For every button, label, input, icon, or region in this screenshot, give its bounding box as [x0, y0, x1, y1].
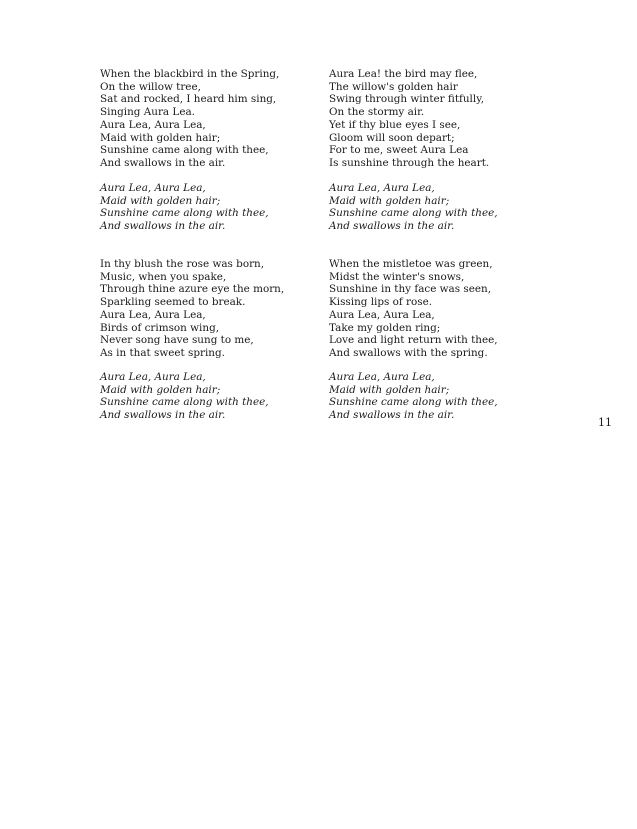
page-number: 11: [598, 416, 612, 429]
verse-line: Yet if thy blue eyes I see,: [329, 118, 461, 131]
verse-4: [329, 258, 498, 360]
verse-line: In thy blush the rose was born,: [100, 258, 265, 270]
chorus-line: And swallows in the air.: [329, 220, 455, 233]
verse-line: Sunshine in thy face was seen,: [329, 283, 492, 296]
chorus-line: Maid with golden hair;: [329, 383, 450, 396]
verse-line: On the stormy air.: [329, 106, 425, 119]
verse-1: [100, 68, 279, 170]
verse-line: Aura Lea, Aura Lea,: [100, 118, 206, 131]
verse-line: Love and light return with thee,: [329, 334, 498, 347]
chorus-line: Maid with golden hair;: [100, 383, 221, 396]
chorus-1: [100, 182, 269, 233]
verse-line: Aura Lea! the bird may flee,: [329, 68, 478, 80]
chorus-4: [329, 371, 498, 422]
verse-line: Music, when you spake,: [100, 270, 227, 283]
verse-2: [329, 68, 489, 170]
chorus-line: And swallows in the air.: [329, 409, 455, 422]
verse-3: [100, 258, 284, 360]
verse-line: Kissing lips of rose.: [329, 296, 433, 309]
verse-line: Aura Lea, Aura Lea,: [100, 308, 206, 321]
chorus-3: [100, 371, 269, 422]
chorus-2: [329, 182, 498, 233]
chorus-line: Sunshine came along with thee,: [329, 207, 498, 220]
verse-line: Never song have sung to me,: [100, 334, 254, 347]
chorus-line: Maid with golden hair;: [100, 194, 221, 207]
verse-line: And swallows with the spring.: [329, 346, 488, 359]
chorus-line: Aura Lea, Aura Lea,: [100, 371, 206, 383]
chorus-line: Sunshine came along with thee,: [329, 396, 498, 409]
chorus-line: Aura Lea, Aura Lea,: [329, 182, 435, 194]
verse-line: Birds of crimson wing,: [100, 321, 220, 334]
chorus-line: And swallows in the air.: [100, 409, 226, 422]
verse-line: The willow's golden hair: [329, 80, 458, 93]
verse-line: Is sunshine through the heart.: [329, 156, 490, 169]
verse-line: Maid with golden hair;: [100, 131, 221, 144]
verse-line: And swallows in the air.: [100, 156, 226, 169]
chorus-line: Sunshine came along with thee,: [100, 396, 269, 409]
verse-line: When the blackbird in the Spring,: [100, 68, 280, 80]
verse-line: On the willow tree,: [100, 80, 201, 93]
verse-line: Take my golden ring;: [329, 321, 441, 334]
verse-line: Sunshine came along with thee,: [100, 144, 269, 157]
verse-line: When the mistletoe was green,: [329, 258, 493, 270]
verse-line: Through thine azure eye the morn,: [100, 283, 285, 296]
verse-line: Aura Lea, Aura Lea,: [329, 308, 435, 321]
verse-line: Swing through winter fitfully,: [329, 93, 484, 106]
verse-line: As in that sweet spring.: [100, 346, 225, 359]
verse-line: Sat and rocked, I heard him sing,: [100, 93, 277, 106]
verse-line: For to me, sweet Aura Lea: [329, 144, 469, 157]
verse-line: Gloom will soon depart;: [329, 131, 455, 144]
chorus-line: Aura Lea, Aura Lea,: [329, 371, 435, 383]
verse-line: Midst the winter's snows,: [329, 270, 465, 283]
chorus-line: Aura Lea, Aura Lea,: [100, 182, 206, 194]
verse-line: Singing Aura Lea.: [100, 106, 195, 119]
chorus-line: Sunshine came along with thee,: [100, 207, 269, 220]
chorus-line: And swallows in the air.: [100, 220, 226, 233]
verse-line: Sparkling seemed to break.: [100, 296, 246, 309]
chorus-line: Maid with golden hair;: [329, 194, 450, 207]
